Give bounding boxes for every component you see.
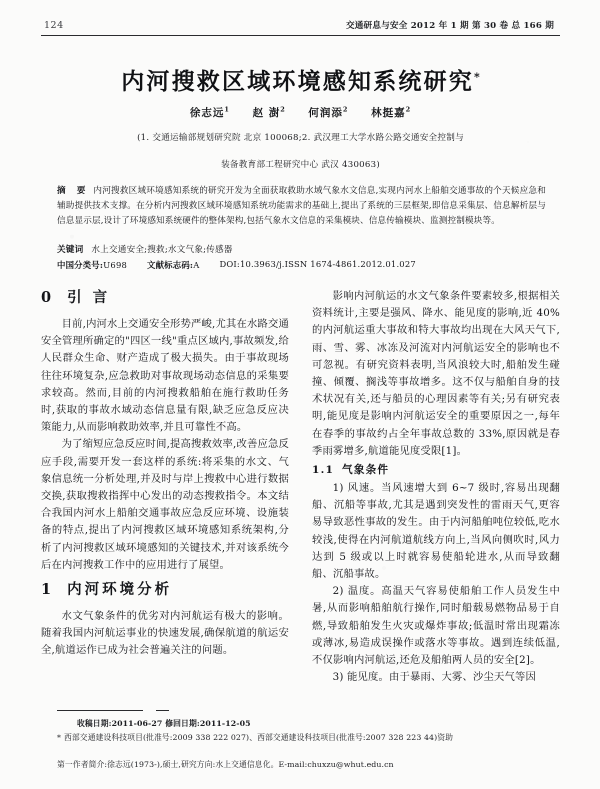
author-3-name: 何润添 [308,107,343,119]
author-4-name: 林挺嘉 [371,107,406,119]
paragraph: 2) 温度。高温天气容易使船舶工作人员发生中暑,从而影响船舶航行操作,同时船载易燃物品易于自燃,导致船舶发生火灾或爆炸事故;低温时常出现霜冻或薄冰,易造成误操作或落水等事故。遇到连续低温,不仅影响内河航运,还危及船舶两人员的安全[2]。 [312,585,560,667]
clc-group [57,259,127,271]
header-rule [41,35,560,36]
keywords-block [57,243,546,255]
section-1-title: 内河环境分析 [67,581,173,599]
author-3 [308,107,348,119]
footnote-rule-segment [156,710,169,711]
footnote-dates [77,717,577,730]
abstract-label: 摘 要 [57,186,90,196]
paragraph: 水文气象条件的优劣对内河航运有极大的影响。随着我国内河航运事业的快速发展,确保航道的航运安全,航道运作已成为社会普遍关注的问题。 [41,610,289,657]
author-3-affil-mark: 2 [342,105,349,114]
section-0-number: 0 [41,289,55,306]
footnote-dates-text: 收稿日期:2011-06-27 修回日期:2011-12-05 [77,719,251,728]
left-column [41,288,289,660]
section-heading-0 [41,288,289,308]
keywords-label: 关键词 [57,245,84,255]
doc-code-value: A [193,260,200,270]
doc-code-group [147,259,199,271]
abstract-block [57,184,546,230]
abstract-text: 内河搜救区域环境感知系统的研究开发为全面获取救助水域气象水文信息,实现内河水上船舶交通事故的个天候应急和辅助提供技术支撑。在分析内河搜救区域环境感知系统功能需求的基础上,提出了系统的三层框架,即信息采集层、信息解析层与信息显示层,设计了环境感知系统硬件的整体架构,包括气象水文信息的采集模块、信息传输模块、监测控制模块等。 [57,186,546,227]
footnote-funding [57,731,557,744]
author-bio-text: 第一作者简介:徐志远(1973-),硕士,研究方向:水上交通信息化。E-mail:chuxzu@whut.edu.cn [57,760,394,769]
author-2-affil-mark: 2 [280,105,286,114]
author-4 [371,107,411,119]
section-1-number: 1 [41,581,55,599]
title-footnote-mark: * [474,70,480,84]
subsection-1-1-title: 气象条件 [342,464,390,477]
author-2 [253,107,286,119]
author-4-affil-mark: 2 [405,105,412,114]
subsection-heading-1-1 [312,462,560,479]
page-number: 124 [44,20,64,31]
funding-mark: * [57,733,61,742]
affiliation-line-1: (1. 交通运输部规划研究院 北京 100068;2. 武汉理工大学水路公路交通安全控制与 [137,133,464,143]
funding-text: 西部交通建设科技项目(批准号:2009 338 222 027)、西部交通建设科技项目(批准号:2007 328 223 44)资助 [64,733,454,742]
journal-citation-line: 交通研息与安全 2012 年 1 期 第 30 卷 总 166 期 [345,21,554,31]
section-0-title: 引 言 [67,289,111,306]
doc-code-label: 文献标志码: [147,260,194,270]
running-head [41,19,560,33]
paragraph: 3) 能见度。由于暴雨、大雾、沙尘天气等因 [332,671,536,684]
author-2-name: 赵 澍 [252,107,281,119]
author-1 [190,107,230,119]
article-title: 内河搜救区域环境感知系统研究 [121,68,475,95]
section-heading-1 [41,580,289,600]
footnote-author-bio [57,758,557,771]
page-content [41,0,560,789]
footnote-rule [57,710,143,711]
author-1-name: 徐志远 [189,107,225,119]
affiliation-line-2: 装备教育部工程研究中心 武汉 430063) [221,160,380,170]
paragraph: 1) 风速。当风速增大到 6~7 级时,容易出现翻船、沉船等事故,尤其是遇到突发性的雷雨天气,更容易导致恶性事故的发生。由于内河船舶吨位较低,吃水较浅,使得在内河航道航线方向上,当风向侧吹时,风力达到 5 级或以上时就容易使船轮进水,从而导致翻船、沉船事故。 [312,482,560,581]
paragraph: 目前,内河水上交通安全形势严峻,尤其在水路交通安全管理所确定的"四区一线"重点区域内,事故频发,给人民群众生命、财产造成了极大损失。由于事故现场往往环境复杂,应急救助对事故现场动态信息的采集要求较高。然而,目前的内河搜救船舶在施行救助任务时,获取的事故水域动态信息量有限,缺乏应急反应决策能力,从而影响救助效率,并且可靠性不高。 [41,318,289,434]
keywords-text: 水上交通安全;搜救;水文气象;传感器 [91,245,233,255]
author-list [41,105,560,120]
abstract-paragraph [57,184,546,230]
paragraph: 影响内河航运的水文气象条件要素较多,根据相关资料统计,主要是强风、降水、能见度的影响,近 40% 的内河航运重大事故和特大事故均出现在大风天气下,雨、雪、雾、冰冻及河流对内河航运安全的影响也不可忽视。有研究资料表明,当风浪较大时,船舶发生碰撞、倾覆、搁浅等事故增多。这不仅与船舶自身的技术状况有关,还与船员的心理因素等有关;另有研究表明,能见度是影响内河航运安全的重要原因之一,每年在春季的事故约占全年事故总数的 33%,原因就是春季雨雾增多,航道能见度受限[1]。 [312,290,560,457]
classification-block [57,259,546,271]
author-1-affil-mark: 1 [224,105,230,114]
clc-value: U698 [103,260,128,270]
right-column [312,288,560,686]
clc-label: 中国分类号: [57,260,104,270]
paragraph: 为了缩短应急反应时间,提高搜救效率,改善应急反应手段,需要开发一套这样的系统:将采集的水文、气象信息统一分析处理,并及时与岸上搜救中心进行数据交换,获取搜救指挥中心发出的动态搜救指令。本文结合我国内河水上船舶交通事故应急反应环境、设施装备的特点,提出了内河搜救区域环境感知系统架构,分析了内河搜救区域环境感知的关键技术,并对该系统今后在内河搜救工作中的应用进行了展望。 [41,438,289,571]
subsection-1-1-number: 1.1 [312,464,335,477]
doi-value: DOI:10.3963/j.ISSN 1674-4861.2012.01.027 [219,259,416,269]
page-title [41,63,560,96]
